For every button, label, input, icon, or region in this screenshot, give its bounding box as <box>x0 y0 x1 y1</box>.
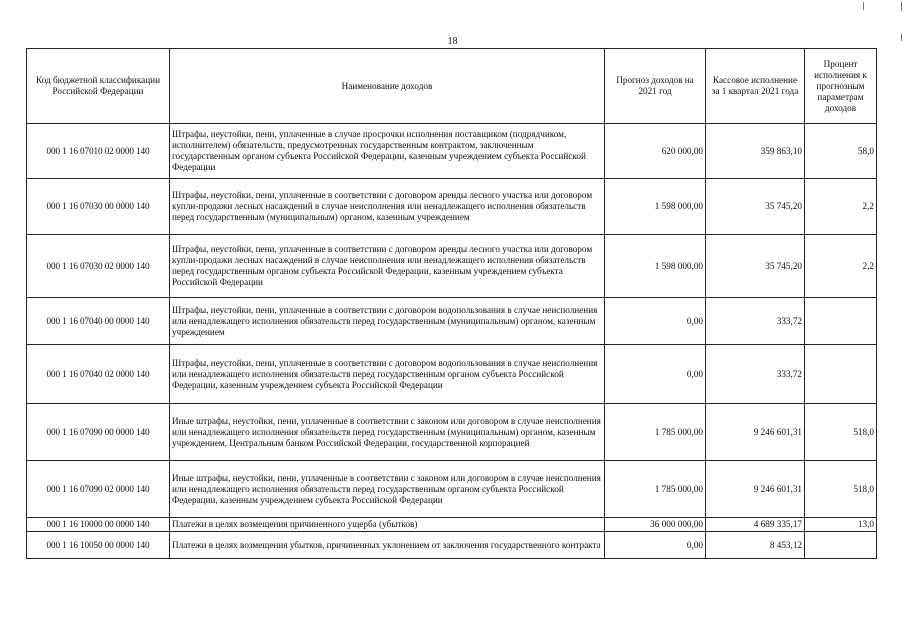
row-name: Штрафы, неустойки, пени, уплаченные в случае просрочки исполнения поставщиком (подрядчиком, исполнителем) обязательств, предусмотренных государственным контрактом, заключенным государственным органом субъекта Российской Федерации, казенным учреждением субъекта Российской Федерации <box>170 124 605 179</box>
row-cash: 4 689 335,17 <box>706 518 805 532</box>
table-row <box>27 298 877 345</box>
table-row <box>27 518 877 532</box>
row-name: Штрафы, неустойки, пени, уплаченные в соответствии с договором аренды лесного участка или договором купли-продажи лесных насаждений в случае неисполнения или ненадлежащего исполнения обязательств перед государственным органом субъекта Российской Федерации, казенным учреждением субъекта Российской Федерации <box>170 235 605 298</box>
row-name: Иные штрафы, неустойки, пени, уплаченные в соответствии с законом или договором в случае неисполнения или ненадлежащего исполнения обязательств перед государственным органом субъекта Российской Федерации, казенным учреждением субъекта Российской Федерации <box>170 461 605 518</box>
table-row <box>27 532 877 559</box>
row-percent: 2,2 <box>805 235 877 298</box>
row-name: Платежи в целях возмещения причиненного ущерба (убытков) <box>170 518 605 532</box>
scan-edge-mark <box>901 34 902 41</box>
row-percent <box>805 298 877 345</box>
row-forecast: 0,00 <box>605 532 706 559</box>
row-forecast: 1 785 000,00 <box>605 404 706 461</box>
table-row <box>27 179 877 235</box>
row-cash: 9 246 601,31 <box>706 461 805 518</box>
table-row <box>27 235 877 298</box>
row-code: 000 1 16 10000 00 0000 140 <box>27 518 170 532</box>
row-cash: 35 745,20 <box>706 179 805 235</box>
revenue-table <box>26 48 877 559</box>
table-row <box>27 124 877 179</box>
row-name: Штрафы, неустойки, пени, уплаченные в соответствии с договором водопользования в случае неисполнения или ненадлежащего исполнения обязательств перед государственным (муниципальным) органом, казенным учреждением <box>170 298 605 345</box>
row-cash: 9 246 601,31 <box>706 404 805 461</box>
page-number: 18 <box>447 36 458 47</box>
row-code: 000 1 16 07090 00 0000 140 <box>27 404 170 461</box>
scan-edge-mark <box>863 2 864 10</box>
row-cash: 35 745,20 <box>706 235 805 298</box>
row-forecast: 620 000,00 <box>605 124 706 179</box>
row-percent <box>805 532 877 559</box>
row-cash: 8 453,12 <box>706 532 805 559</box>
row-code: 000 1 16 10050 00 0000 140 <box>27 532 170 559</box>
row-forecast: 1 598 000,00 <box>605 179 706 235</box>
row-cash: 333,72 <box>706 345 805 404</box>
table-row <box>27 461 877 518</box>
scan-edge-mark <box>901 2 902 11</box>
header-forecast: Прогноз доходов на 2021 год <box>605 49 706 124</box>
row-forecast: 1 598 000,00 <box>605 235 706 298</box>
row-name: Иные штрафы, неустойки, пени, уплаченные в соответствии с законом или договором в случае неисполнения или ненадлежащего исполнения обязательств перед государственным (муниципальным) органом, казенным учреждением, Центральным банком Российской Федерации, государственной корпорацией <box>170 404 605 461</box>
row-percent: 2,2 <box>805 179 877 235</box>
table-row <box>27 404 877 461</box>
header-code: Код бюджетной классификации Российской Федерации <box>27 49 170 124</box>
row-forecast: 1 785 000,00 <box>605 461 706 518</box>
row-code: 000 1 16 07030 02 0000 140 <box>27 235 170 298</box>
row-code: 000 1 16 07090 02 0000 140 <box>27 461 170 518</box>
header-cash: Кассовое исполнение за 1 квартал 2021 года <box>706 49 805 124</box>
table-header-row <box>27 49 877 124</box>
table-row <box>27 345 877 404</box>
row-forecast: 0,00 <box>605 298 706 345</box>
row-forecast: 36 000 000,00 <box>605 518 706 532</box>
row-code: 000 1 16 07030 00 0000 140 <box>27 179 170 235</box>
row-code: 000 1 16 07040 00 0000 140 <box>27 298 170 345</box>
row-percent: 518,0 <box>805 404 877 461</box>
row-forecast: 0,00 <box>605 345 706 404</box>
row-percent: 58,0 <box>805 124 877 179</box>
row-code: 000 1 16 07010 02 0000 140 <box>27 124 170 179</box>
row-percent: 518,0 <box>805 461 877 518</box>
row-cash: 359 863,10 <box>706 124 805 179</box>
header-percent: Процент исполнения к прогнозным параметрам доходов <box>805 49 877 124</box>
row-percent <box>805 345 877 404</box>
row-name: Штрафы, неустойки, пени, уплаченные в соответствии с договором аренды лесного участка или договором купли-продажи лесных насаждений в случае неисполнения или ненадлежащего исполнения обязательств перед государственным (муниципальным) органом, казенным учреждением <box>170 179 605 235</box>
row-name: Платежи в целях возмещения убытков, причиненных уклонением от заключения государственного контракта <box>170 532 605 559</box>
header-name: Наименование доходов <box>170 49 605 124</box>
row-code: 000 1 16 07040 02 0000 140 <box>27 345 170 404</box>
row-name: Штрафы, неустойки, пени, уплаченные в соответствии с договором водопользования в случае неисполнения или ненадлежащего исполнения обязательств перед государственным органом субъекта Российской Федерации, казенным учреждением субъекта Российской Федерации <box>170 345 605 404</box>
row-cash: 333,72 <box>706 298 805 345</box>
row-percent: 13,0 <box>805 518 877 532</box>
